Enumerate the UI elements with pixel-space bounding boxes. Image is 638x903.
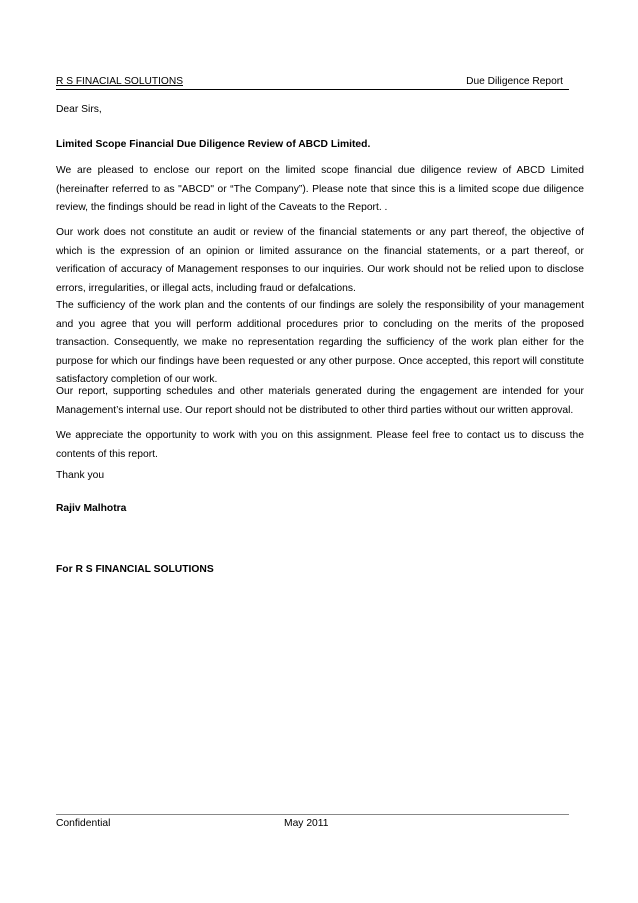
paragraph-appreciation: We appreciate the opportunity to work with you on this assignment. Please feel free to contact us to discuss the contents of this report.	[56, 430, 584, 460]
header-company-name: R S FINACIAL SOLUTIONS	[56, 76, 183, 87]
salutation: Dear Sirs,	[56, 104, 102, 115]
footer-date: May 2011	[284, 818, 329, 829]
firm-line: For R S FINANCIAL SOLUTIONS	[56, 564, 214, 575]
paragraph-distribution: Our report, supporting schedules and other materials generated during the engagement are intended for your Management’s internal use. Our report should not be distributed to other third parties without our written approval.	[56, 386, 584, 416]
letter-subject: Limited Scope Financial Due Diligence Review of ABCD Limited.	[56, 139, 371, 150]
header-report-type: Due Diligence Report	[466, 76, 563, 87]
paragraph-scope: Our work does not constitute an audit or review of the financial statements or any part thereof, the objective of which is the expression of an opinion or limited assurance on the financial statements, or a part thereof, or verification of accuracy of Management responses to our inquiries. Our work should not be relied upon to disclose errors, irregularities, or illegal acts, including fraud or defalcations.	[56, 227, 584, 294]
closing: Thank you	[56, 470, 105, 481]
footer-divider	[56, 814, 569, 815]
footer-classification: Confidential	[56, 818, 111, 829]
page-header	[56, 76, 569, 90]
paragraph-enclosure: We are pleased to enclose our report on the limited scope financial due diligence review of ABCD Limited (hereinafter referred to as "ABCD" or “The Company”). Please note that since this is a limited scope due diligence review, the findings should be read in light of the Caveats to the Report. .	[56, 165, 584, 213]
paragraph-sufficiency: The sufficiency of the work plan and the contents of our findings are solely the responsibility of your management and you agree that you will perform additional procedures prior to concluding on the merits of the proposed transaction. Consequently, we make no representation regarding the sufficiency of the work plan either for the purpose for which our findings have been requested or any other purpose. Once accepted, this report will constitute satisfactory completion of our work.	[56, 300, 584, 385]
signatory-name: Rajiv Malhotra	[56, 503, 127, 514]
